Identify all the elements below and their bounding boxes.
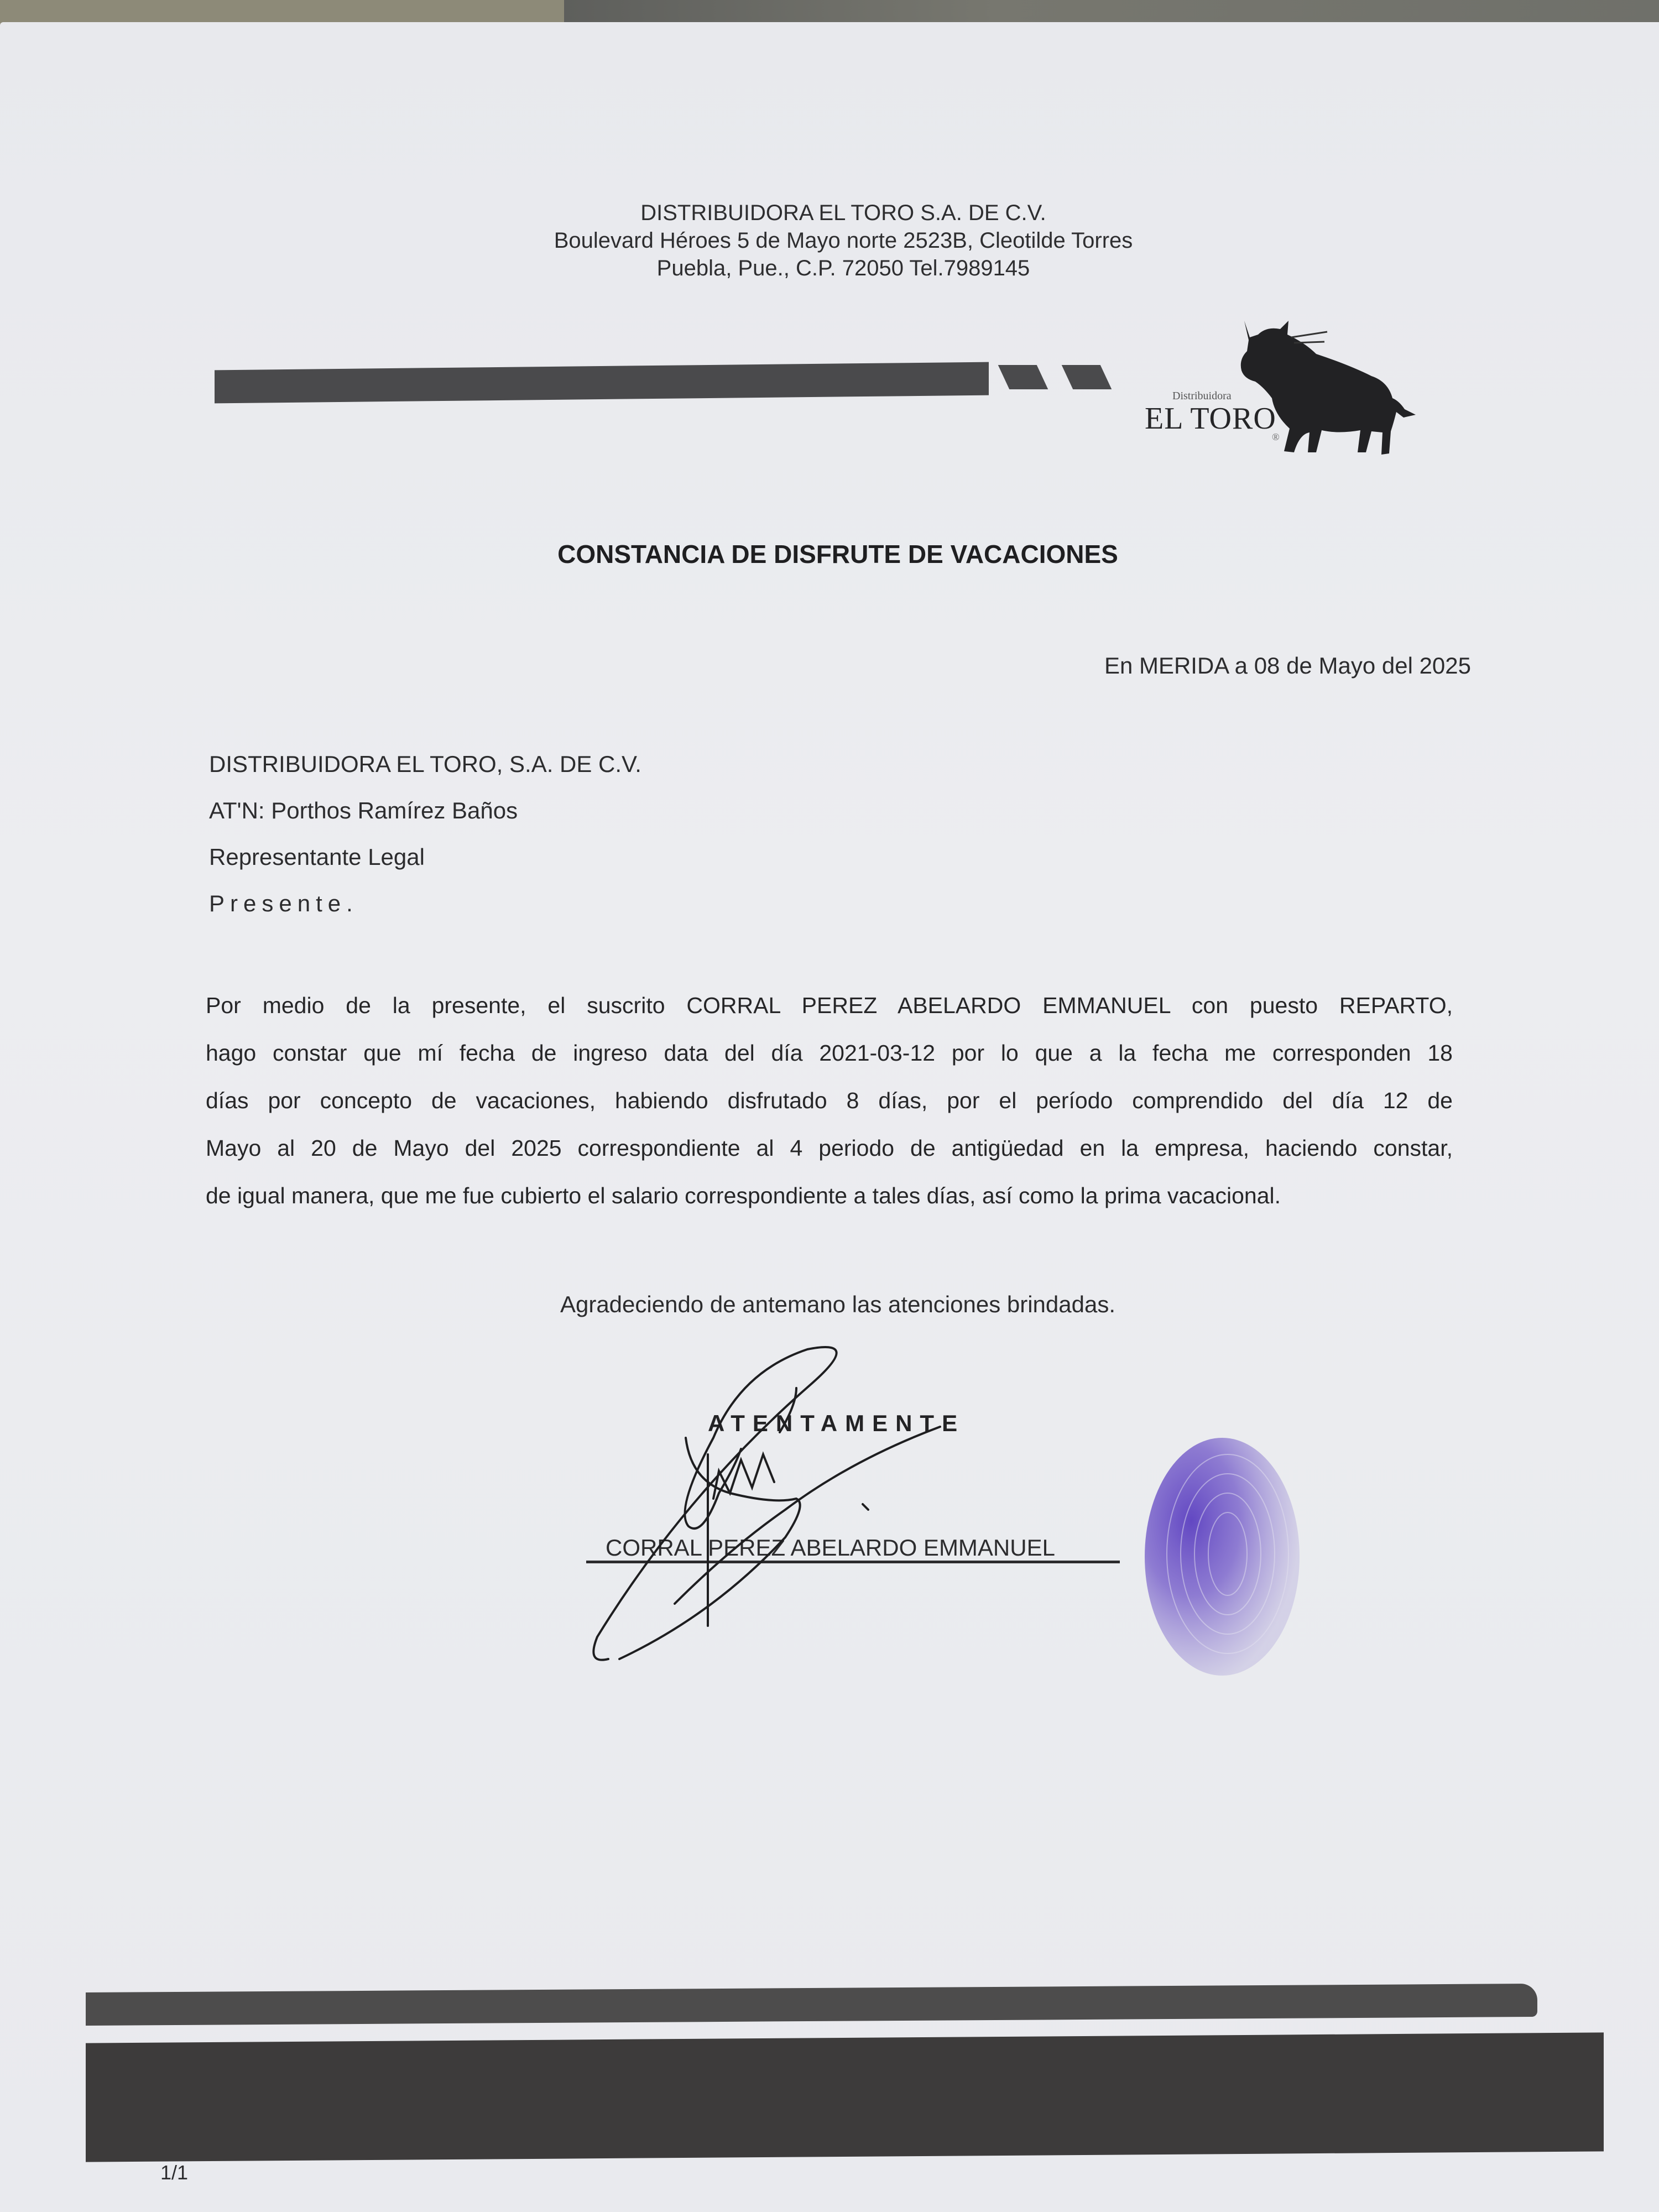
body-line: Por medio de la presente, el suscrito CORRAL PEREZ ABELARDO EMMANUEL con puesto REPARTO, (206, 993, 1453, 1018)
body-line: días por concepto de vacaciones, habiendo disfrutado 8 días, por el período comprendido del día 12 de (206, 1088, 1453, 1113)
letterhead (387, 199, 1300, 282)
signer-name: CORRAL PEREZ ABELARDO EMMANUEL (606, 1535, 1055, 1561)
addressee-role: Representante Legal (209, 844, 425, 870)
logo-subtitle: Distribuidora (1172, 390, 1232, 402)
body-line: Mayo al 20 de Mayo del 2025 correspondiente al 4 periodo de antigüedad en la empresa, haciendo constar, (206, 1135, 1453, 1161)
body-paragraph (206, 982, 1453, 1219)
letterhead-address-line1: Boulevard Héroes 5 de Mayo norte 2523B, Cleotilde Torres (554, 228, 1133, 253)
body-line: de igual manera, que me fue cubierto el salario correspondiente a tales días, así como la prima vacacional. (206, 1183, 1281, 1208)
handwritten-signature (575, 1327, 1029, 1670)
letterhead-address-line2: Puebla, Pue., C.P. 72050 Tel.7989145 (656, 256, 1030, 280)
body-line: hago constar que mí fecha de ingreso data del día 2021-03-12 por lo que a la fecha me corresponden 18 (206, 1040, 1453, 1066)
logo-brand: EL TORO (1145, 401, 1276, 436)
addressee-attention: AT'N: Porthos Ramírez Baños (209, 797, 518, 823)
salutation: ATENTAMENTE (708, 1410, 966, 1436)
fingerprint-mark (1134, 1427, 1311, 1687)
page-number: 1/1 (160, 2161, 189, 2184)
addressee-block (209, 741, 641, 927)
addressee-company: DISTRIBUIDORA EL TORO, S.A. DE C.V. (209, 751, 641, 777)
footer-band-wide (86, 2032, 1604, 2162)
closing-text: Agradeciendo de antemano las atenciones brindadas. (560, 1291, 1116, 1317)
logo-registered-mark: ® (1272, 431, 1280, 442)
addressee-presente: Presente. (209, 890, 358, 916)
document-title: CONSTANCIA DE DISFRUTE DE VACACIONES (557, 540, 1118, 568)
letterhead-company: DISTRIBUIDORA EL TORO S.A. DE C.V. (640, 201, 1046, 225)
date-line: En MERIDA a 08 de Mayo del 2025 (1104, 653, 1471, 679)
